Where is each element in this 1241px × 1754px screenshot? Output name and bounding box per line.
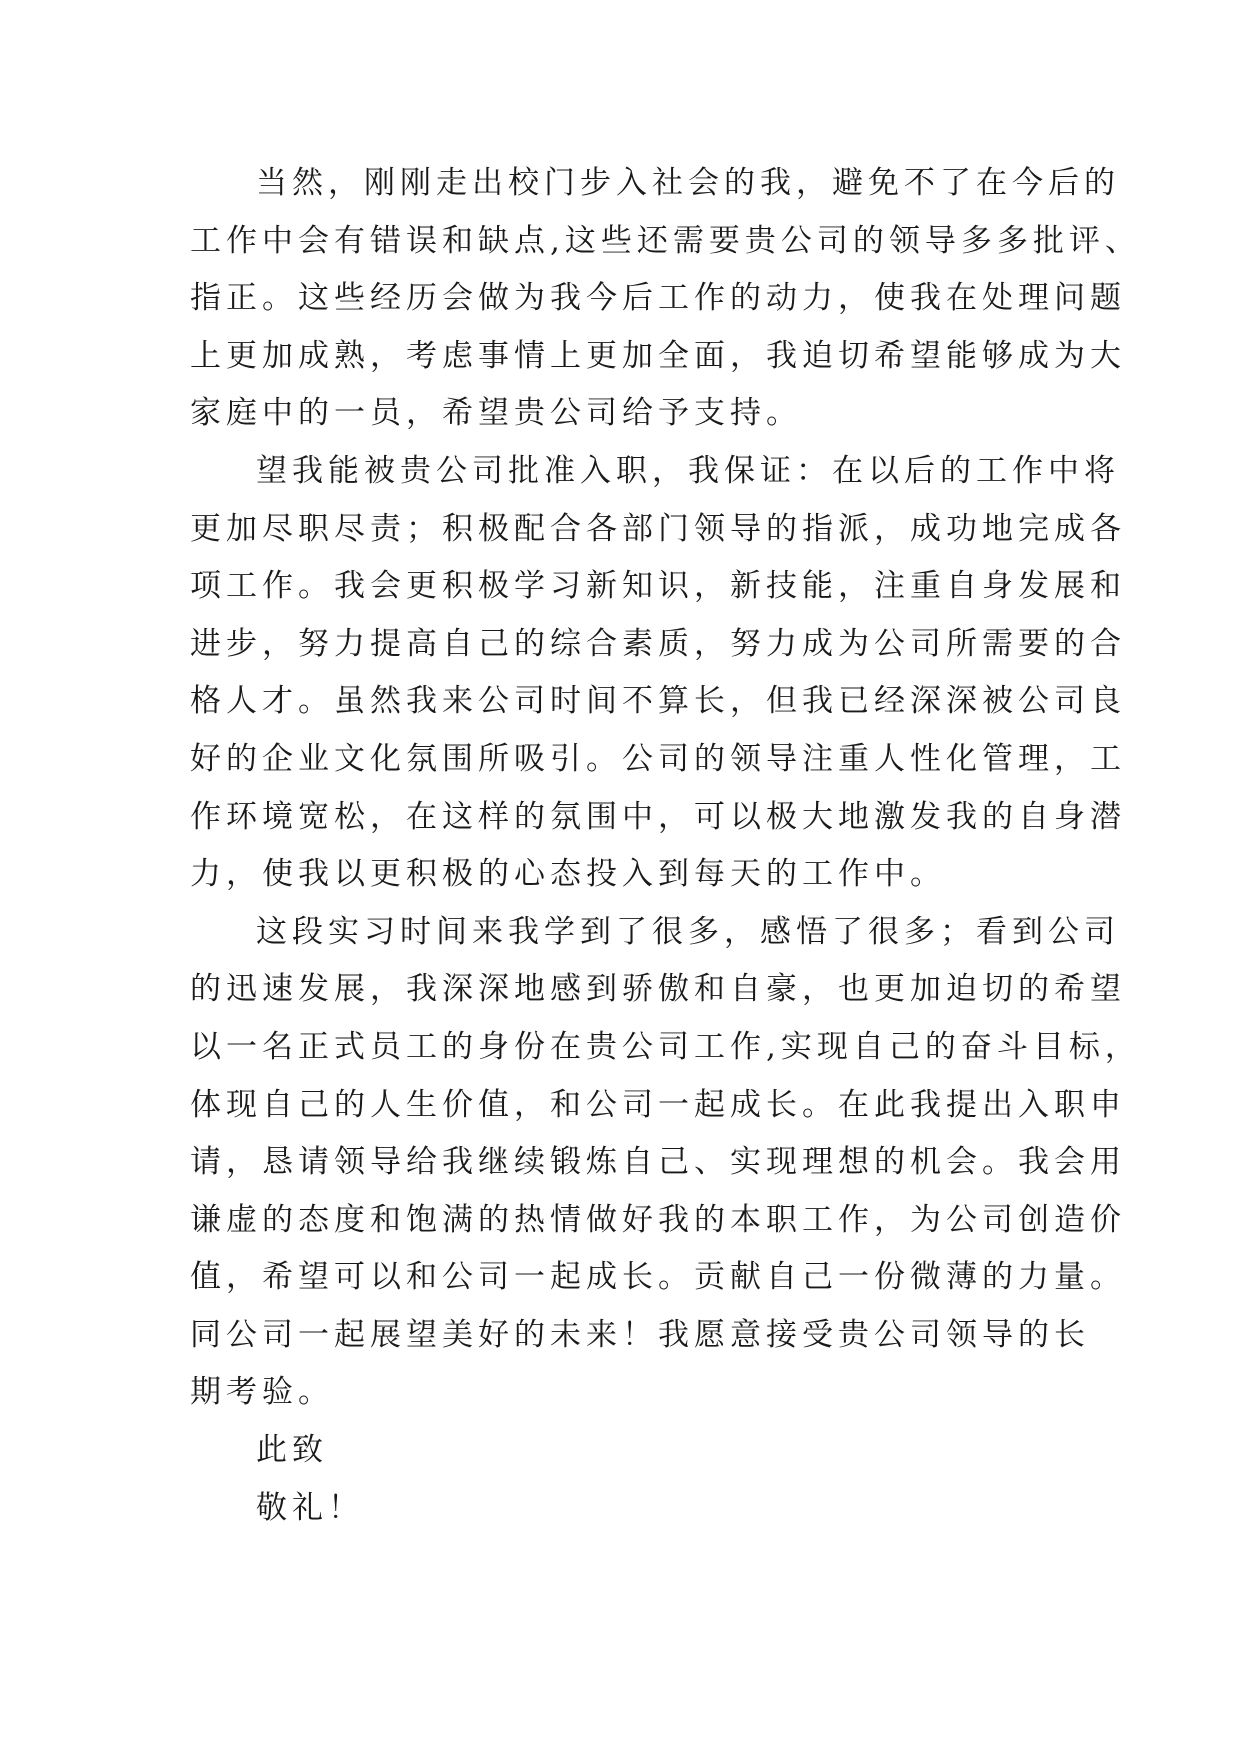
text-line: 这段实习时间来我学到了很多，感悟了很多；看到公司 xyxy=(256,913,1120,950)
text-line: 同公司一起展望美好的未来！我愿意接受贵公司领导的长 xyxy=(190,1316,1090,1353)
text-line: 请，恳请领导给我继续锻炼自己、实现理想的机会。我会用 xyxy=(190,1144,1126,1181)
text-line: 项工作。我会更积极学习新知识，新技能，注重自身发展和 xyxy=(190,568,1126,605)
closing-salutation: 此致 xyxy=(256,1432,328,1469)
closing-regards: 敬礼！ xyxy=(256,1489,364,1526)
text-line: 力，使我以更积极的心态投入到每天的工作中。 xyxy=(190,856,946,893)
text-line: 上更加成熟，考虑事情上更加全面，我迫切希望能够成为大 xyxy=(190,337,1126,374)
text-line: 以一名正式员工的身份在贵公司工作,实现自己的奋斗目标， xyxy=(190,1028,1141,1065)
text-line: 当然，刚刚走出校门步入社会的我，避免不了在今后的 xyxy=(256,165,1120,201)
text-line: 体现自己的人生价值，和公司一起成长。在此我提出入职申 xyxy=(190,1086,1126,1123)
text-line: 作环境宽松，在这样的氛围中，可以极大地激发我的自身潜 xyxy=(190,798,1126,835)
letter-body xyxy=(190,155,1141,1537)
text-line: 工作中会有错误和缺点,这些还需要贵公司的领导多多批评、 xyxy=(190,222,1141,259)
text-line: 好的企业文化氛围所吸引。公司的领导注重人性化管理，工 xyxy=(190,740,1126,777)
text-line: 值，希望可以和公司一起成长。贡献自己一份微薄的力量。 xyxy=(190,1259,1126,1296)
text-line: 谦虚的态度和饱满的热情做好我的本职工作，为公司创造价 xyxy=(190,1201,1126,1238)
text-line: 格人才。虽然我来公司时间不算长，但我已经深深被公司良 xyxy=(190,683,1126,720)
text-line: 指正。这些经历会做为我今后工作的动力，使我在处理问题 xyxy=(190,280,1126,317)
text-line: 的迅速发展，我深深地感到骄傲和自豪，也更加迫切的希望 xyxy=(190,971,1126,1008)
text-line: 望我能被贵公司批准入职，我保证：在以后的工作中将 xyxy=(256,452,1120,489)
text-line: 更加尽职尽责；积极配合各部门领导的指派，成功地完成各 xyxy=(190,510,1126,547)
text-line: 进步，努力提高自己的综合素质，努力成为公司所需要的合 xyxy=(190,625,1126,662)
text-line: 期考验。 xyxy=(190,1374,334,1411)
text-line: 家庭中的一员，希望贵公司给予支持。 xyxy=(190,395,802,432)
